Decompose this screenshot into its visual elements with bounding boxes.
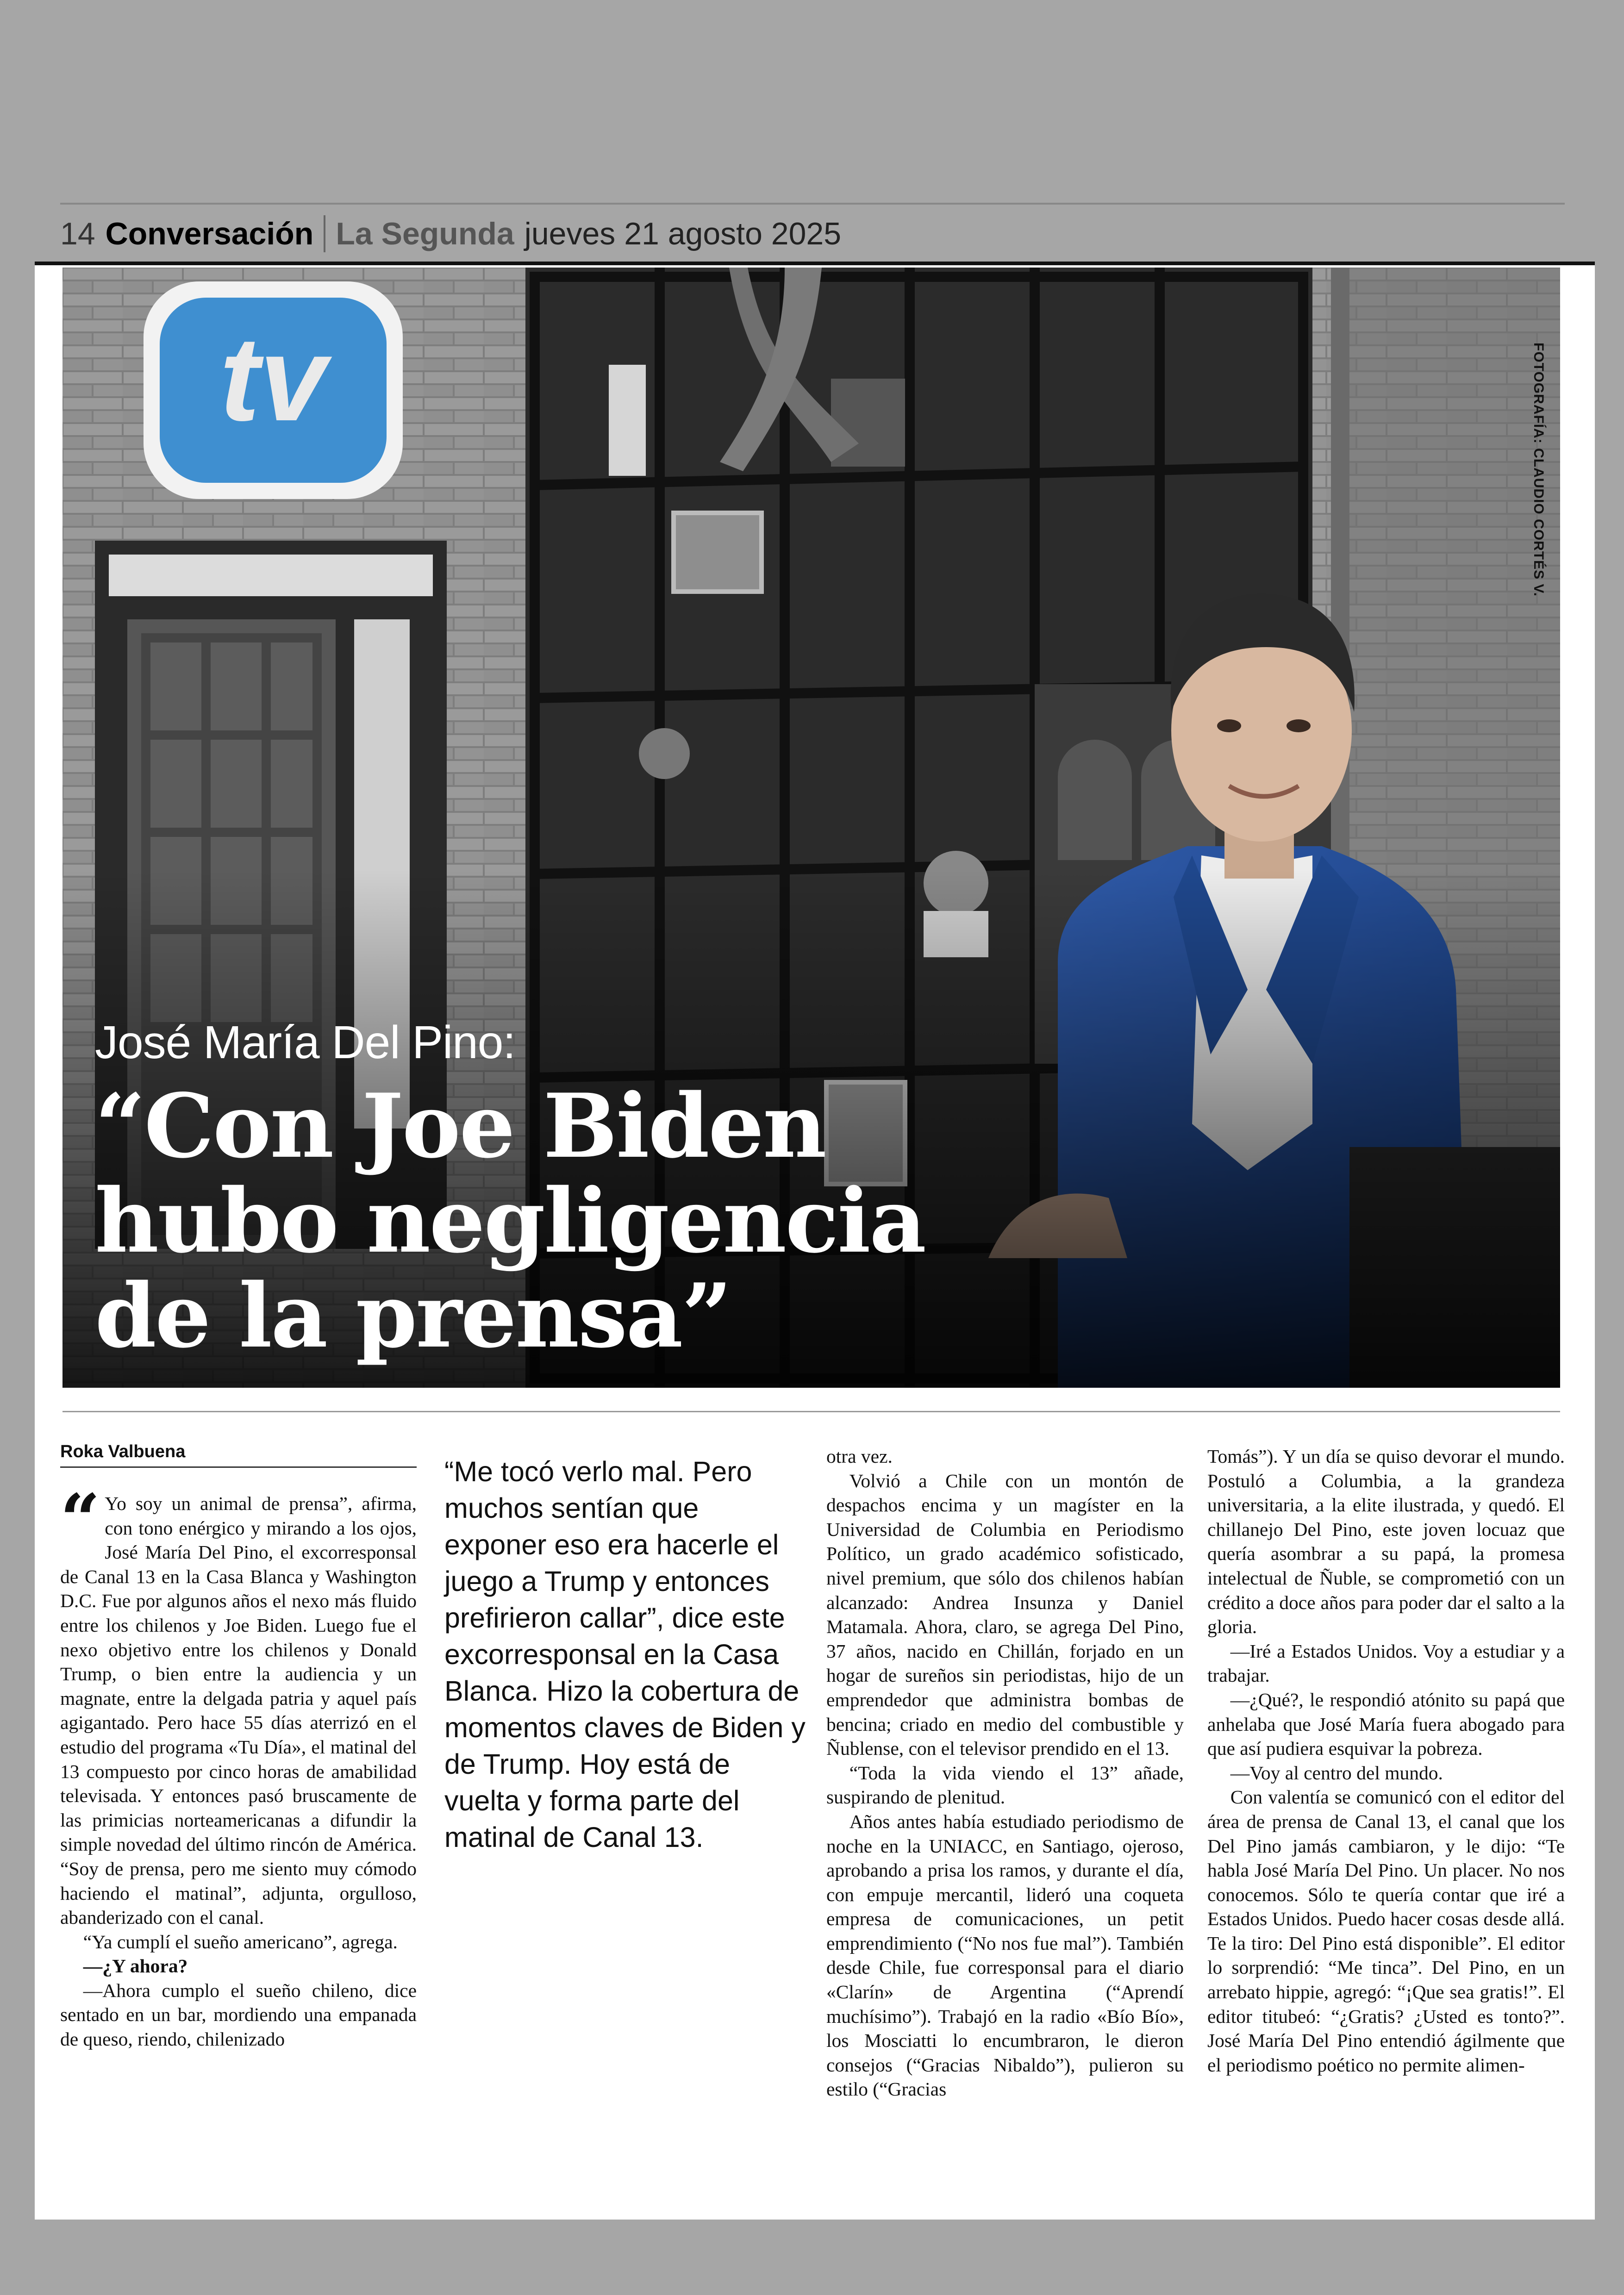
headline: [95, 1074, 974, 1367]
article-column-3: [826, 1444, 1184, 2102]
paragraph: Años antes había estudiado periodismo de noche en la UNIACC, en Santiago, ojeroso, aprobando a prisa los ramos, y durante el día, con empuje mercantil, lideró una coqueta empresa de comunicaciones, un petit emprendimiento (“No nos fue mal”). También desde Chile, fue corresponsal para el diario «Clarín» de Argentina (“Aprendí muchísimo”). Trabajó en la radio «Bío Bío», los Mosciatti lo encumbraron, le dieron consejos (“Gracias Nibaldo”), pulieron su estilo (“Gracias: [826, 1810, 1184, 2100]
paragraph: otra vez.: [826, 1446, 893, 1467]
body-rule: [62, 1411, 1560, 1412]
paragraph: Volvió a Chile con un montón de despachos encima y un magíster en la Universidad de Columbia en Periodismo Político, un grado académico sofisticado, nivel premium, que sólo dos chilenos habían alcanzado: Andrea Insunza y Daniel Matamala. Ahora, claro, se agrega Del Pino, 37 años, nacido en Chillán, forjado en un hogar de sureños sin periodistas, hijo de un emprendedor que administra bombas de bencina; criado en medio del combustible y Ñublense, con el televisor prendido en el 13.: [826, 1470, 1184, 1759]
paragraph: —¿Qué?, le respondió atónito su papá que anhelaba que José María fuera abogado para que así pudiera esquivar la pobreza.: [1207, 1689, 1565, 1759]
headline-line: “Con Joe Biden: [95, 1074, 825, 1178]
headline-line: de la prensa”: [95, 1264, 731, 1367]
question: —¿Y ahora?: [83, 1955, 188, 1977]
paragraph: Tomás”). Y un día se quiso devorar el mundo. Postuló a Columbia, a la grandeza universitaria, a la elite ilustrada, y quedó. El chillanejo Del Pino, este joven locuaz que quería asombrar a su papá, la promesa intelectual de Ñuble, se comprometió con un crédito a doce años para poder dar el salto a la gloria.: [1207, 1446, 1565, 1638]
interviewee-name: José María Del Pino:: [95, 1017, 516, 1068]
newspaper-name: La Segunda: [336, 216, 514, 251]
issue-date: jueves 21 agosto 2025: [524, 216, 842, 251]
pull-quote: “Me tocó verlo mal. Pero muchos sentían que exponer eso era hacerle el juego a Trump y entonces prefirieron callar”, dice este excorresponsal en la Casa Blanca. Hizo la cobertura de momentos claves de Biden y de Trump. Hoy está de vuelta y forma parte del matinal de Canal 13.: [444, 1456, 806, 1853]
header-rule: [60, 203, 1565, 205]
article-column-1: [60, 1479, 417, 2052]
paragraph: Yo soy un animal de prensa”, afirma, con tono enérgico y mirando a los ojos, José María Del Pino, el excorresponsal de Canal 13 en la Casa Blanca y Washington D.C. Fue por algunos años el nexo más fluido entre los chilenos y Joe Biden. Luego fue el nexo objetivo entre los chilenos y Donald Trump, o bien entre la audiencia y un magnate, entre la delgada patria y aquel país agigantado. Pero hace 55 días aterrizó en el estudio del programa «Tu Día», el matinal del 13 compuesto por cinco horas de amabilidad televisada. Y entonces pasó bruscamente de las primicias norteamericanas a difundir la simple novedad del último rincón de América. “Soy de prensa, pero me siento muy cómodo haciendo el matinal”, adjunta, orgulloso, abanderizado con el canal.: [60, 1493, 417, 1928]
photo-credit: FOTOGRAFÍA: CLAUDIO CORTÉS V.: [1531, 343, 1546, 597]
paragraph: —Iré a Estados Unidos. Voy a estudiar y a trabajar.: [1207, 1640, 1565, 1686]
paragraph: “Ya cumplí el sueño americano”, agrega.: [83, 1931, 398, 1952]
paragraph: —Voy al centro del mundo.: [1230, 1762, 1443, 1784]
svg-text:tv: tv: [219, 312, 327, 446]
byline: Roka Valbuena: [60, 1442, 417, 1468]
bottom-margin: [0, 2220, 1624, 2295]
paragraph: “Toda la vida viendo el 13” añade, suspirando de plenitud.: [826, 1762, 1184, 1808]
tv-logo: [144, 281, 403, 499]
header-separator: [324, 215, 325, 252]
page-header: [60, 211, 841, 257]
headline-line: hubo negligencia: [95, 1169, 925, 1272]
paragraph: —Ahora cumplo el sueño chileno, dice sentado en un bar, mordiendo una empanada de queso, riendo, chilenizado: [60, 1979, 417, 2050]
page-top-rule: [35, 262, 1595, 265]
section-name: Conversación: [105, 216, 314, 251]
paragraph: Con valentía se comunicó con el editor del área de prensa de Canal 13, el canal que los Del Pino jamás cambiaron, y le dijo: “Te habla José María Del Pino. Un placer. No nos conocemos. Sólo te quería contar que iré a Estados Unidos. Puedo hacer cosas desde allá. Te la tiro: Del Pino está disponible”. El editor lo sorprendió: “Me tinca”. Del Pino, en un arrebato hippie, agregó: “¡Que sea gratis!”. El editor titubeó: “¿Gratis? ¿Usted es tonto?”. José María Del Pino entendió ágilmente que el periodismo poético no permite alimen-: [1207, 1786, 1565, 2076]
drop-quote-mark: “: [60, 1479, 100, 1560]
page-number: 14: [60, 216, 95, 251]
article-column-4: [1207, 1444, 1565, 2077]
